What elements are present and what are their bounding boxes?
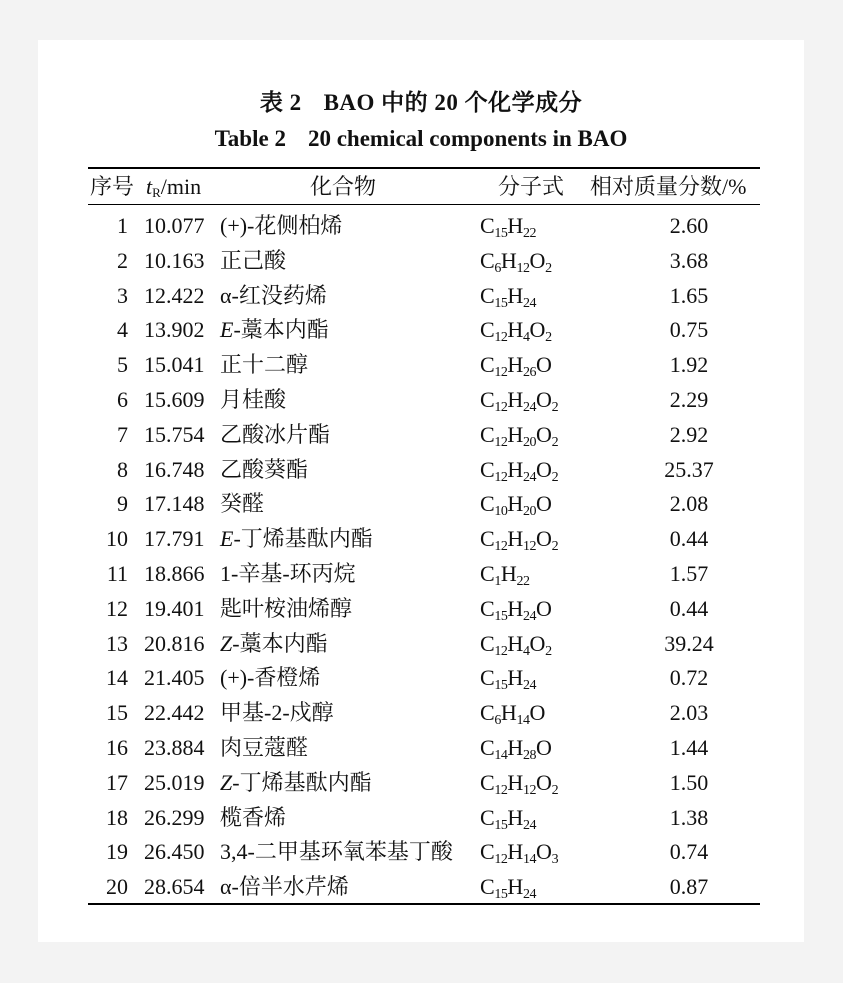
row-number: 17 [106,769,128,795]
relative-mass-fraction: 0.44 [669,595,709,621]
table-title-en [38,126,804,152]
molecular-formula: $C_{15}H_{24}$ [480,874,536,903]
compound-name: 乙酸葵酯 [220,456,309,482]
row-number: 14 [106,665,128,691]
table-row [88,765,760,800]
molecular-formula: $C_{12}H_{26}O$ [480,352,552,381]
header-compound: 化合物 [310,174,377,199]
retention-time: 16.748 [144,456,205,482]
molecular-formula: $C_6H_{12}O_2$ [480,247,552,276]
molecular-formula: $C_{12}H_{24}O_2$ [480,456,559,485]
compound-name: 正己酸 [220,247,287,273]
compound-name: α-倍半水芹烯 [220,874,349,900]
row-number: 4 [117,317,128,343]
molecular-formula: $C_{14}H_{28}O$ [480,735,552,763]
relative-mass-fraction: 1.65 [669,282,709,308]
table-row [88,243,760,278]
row-number: 19 [106,839,128,865]
retention-time: 17.791 [144,526,205,552]
relative-mass-fraction: 2.60 [669,213,709,238]
compound-name: Z-藁本内酯 [220,630,328,656]
retention-time: 21.405 [144,665,205,691]
table-caption-cn: BAO 中的 20 个化学成分 [323,90,583,115]
table-row [88,486,760,521]
molecular-formula: $C_{15}H_{22}$ [480,213,536,241]
table-bottom-rule [88,903,760,905]
relative-mass-fraction: 25.37 [664,456,714,482]
header-formula: 分子式 [498,174,565,199]
relative-mass-fraction: 0.75 [669,317,709,343]
molecular-formula: $C_{12}H_{12}O_2$ [480,526,559,555]
table-row [88,730,760,765]
retention-time: 17.148 [144,491,205,517]
row-number: 8 [117,456,128,482]
table-number-en: Table 2 [214,126,286,151]
molecular-formula: $C_{15}H_{24}$ [480,665,536,694]
row-number: 18 [106,804,128,830]
relative-mass-fraction: 1.38 [669,804,709,830]
relative-mass-fraction: 0.44 [669,526,709,552]
relative-mass-fraction: 2.29 [669,387,709,412]
table-row [88,312,760,347]
row-number: 20 [106,874,128,900]
molecular-formula: $C_{12}H_{20}O_2$ [480,421,559,450]
compound-name: 匙叶桉油烯醇 [220,595,353,621]
compound-name: 3,4-二甲基环氧苯基丁酸 [220,839,453,865]
table-row [88,591,760,626]
header-retention-time: $t_R/\min$ [146,174,202,200]
table-row [88,521,760,556]
retention-time: 10.077 [144,213,205,238]
molecular-formula: $C_{12}H_{12}O_2$ [480,769,559,798]
row-number: 12 [106,595,128,621]
molecular-formula: $C_{15}H_{24}$ [480,282,536,311]
table-row [88,695,760,730]
table-top-rule [88,167,760,169]
table-header-rule [88,204,760,205]
retention-time: 28.654 [144,874,205,900]
header-no: 序号 [90,174,135,199]
row-number: 7 [117,421,128,447]
molecular-formula: $C_{12}H_4O_2$ [480,317,552,346]
relative-mass-fraction: 1.50 [669,769,709,795]
table-row [88,208,760,243]
retention-time: 13.902 [144,317,205,343]
retention-time: 15.609 [144,387,205,412]
row-number: 1 [117,213,128,238]
row-number: 3 [117,282,128,308]
compound-name: 月桂酸 [220,387,287,412]
molecular-formula: $C_{10}H_{20}O$ [480,491,552,520]
relative-mass-fraction: 39.24 [664,630,714,656]
row-number: 15 [106,700,128,726]
table-row [88,556,760,591]
molecular-formula: $C_{15}H_{24}O$ [480,595,552,624]
compound-name: 榄香烯 [220,804,287,830]
row-number: 11 [106,561,128,586]
relative-mass-fraction: 3.68 [669,247,709,273]
row-number: 6 [117,387,128,412]
relative-mass-fraction: 0.87 [669,874,709,900]
retention-time: 15.041 [144,352,205,378]
table-row [88,347,760,382]
compound-name: E-丁烯基酞内酯 [220,526,373,552]
retention-time: 12.422 [144,282,205,308]
molecular-formula: $C_{12}H_4O_2$ [480,630,552,659]
relative-mass-fraction: 0.74 [669,839,709,865]
molecular-formula: $C_{12}H_{14}O_3$ [480,839,559,868]
row-number: 2 [117,247,128,273]
header-relative-mass-fraction: 相对质量分数/% [590,174,747,199]
table-row [88,382,760,417]
retention-time: 20.816 [144,630,205,656]
row-number: 10 [106,526,128,552]
compound-name: (+)-花侧柏烯 [220,213,343,238]
retention-time: 23.884 [144,735,205,760]
compound-name: 1-辛基-环丙烷 [220,561,356,586]
table-title-cn [38,84,804,117]
document-page [38,40,804,942]
molecular-formula: $C_{15}H_{24}$ [480,804,536,833]
table-row [88,626,760,661]
row-number: 9 [117,491,128,517]
retention-time: 15.754 [144,421,205,447]
relative-mass-fraction: 2.92 [669,421,709,447]
retention-time: 19.401 [144,595,205,621]
table-header [88,170,760,205]
compound-name: 正十二醇 [220,352,309,378]
compound-name: (+)-香橙烯 [220,665,321,691]
table-row [88,452,760,487]
relative-mass-fraction: 2.03 [669,700,709,726]
retention-time: 10.163 [144,247,205,273]
retention-time: 26.450 [144,839,205,865]
relative-mass-fraction: 1.44 [669,735,709,760]
compound-name: 肉豆蔻醛 [220,735,309,760]
molecular-formula: $C_1H_{22}$ [480,561,530,589]
molecular-formula: $C_{12}H_{24}O_2$ [480,387,559,415]
table-row [88,278,760,313]
table-row [88,869,760,904]
table-row [88,417,760,452]
relative-mass-fraction: 2.08 [669,491,709,517]
compound-name: 乙酸冰片酯 [220,421,331,447]
molecular-formula: $C_6H_{14}O$ [480,700,546,729]
table-row [88,660,760,695]
row-number: 16 [106,735,128,760]
row-number: 13 [106,630,128,656]
table-number-cn: 表 2 [259,90,302,115]
table-row [88,834,760,869]
compound-name: 甲基-2-戍醇 [220,700,334,726]
relative-mass-fraction: 0.72 [669,665,709,691]
table-caption-en: 20 chemical components in BAO [307,126,628,151]
compound-name: α-红没药烯 [220,282,327,308]
retention-time: 18.866 [144,561,205,586]
table-row [88,800,760,835]
compound-name: 癸醛 [220,491,265,517]
relative-mass-fraction: 1.92 [669,352,709,378]
relative-mass-fraction: 1.57 [669,561,709,586]
compound-name: Z-丁烯基酞内酯 [220,769,372,795]
row-number: 5 [117,352,128,378]
retention-time: 25.019 [144,769,205,795]
retention-time: 26.299 [144,804,205,830]
compound-name: E-藁本内酯 [220,317,329,343]
retention-time: 22.442 [144,700,205,726]
